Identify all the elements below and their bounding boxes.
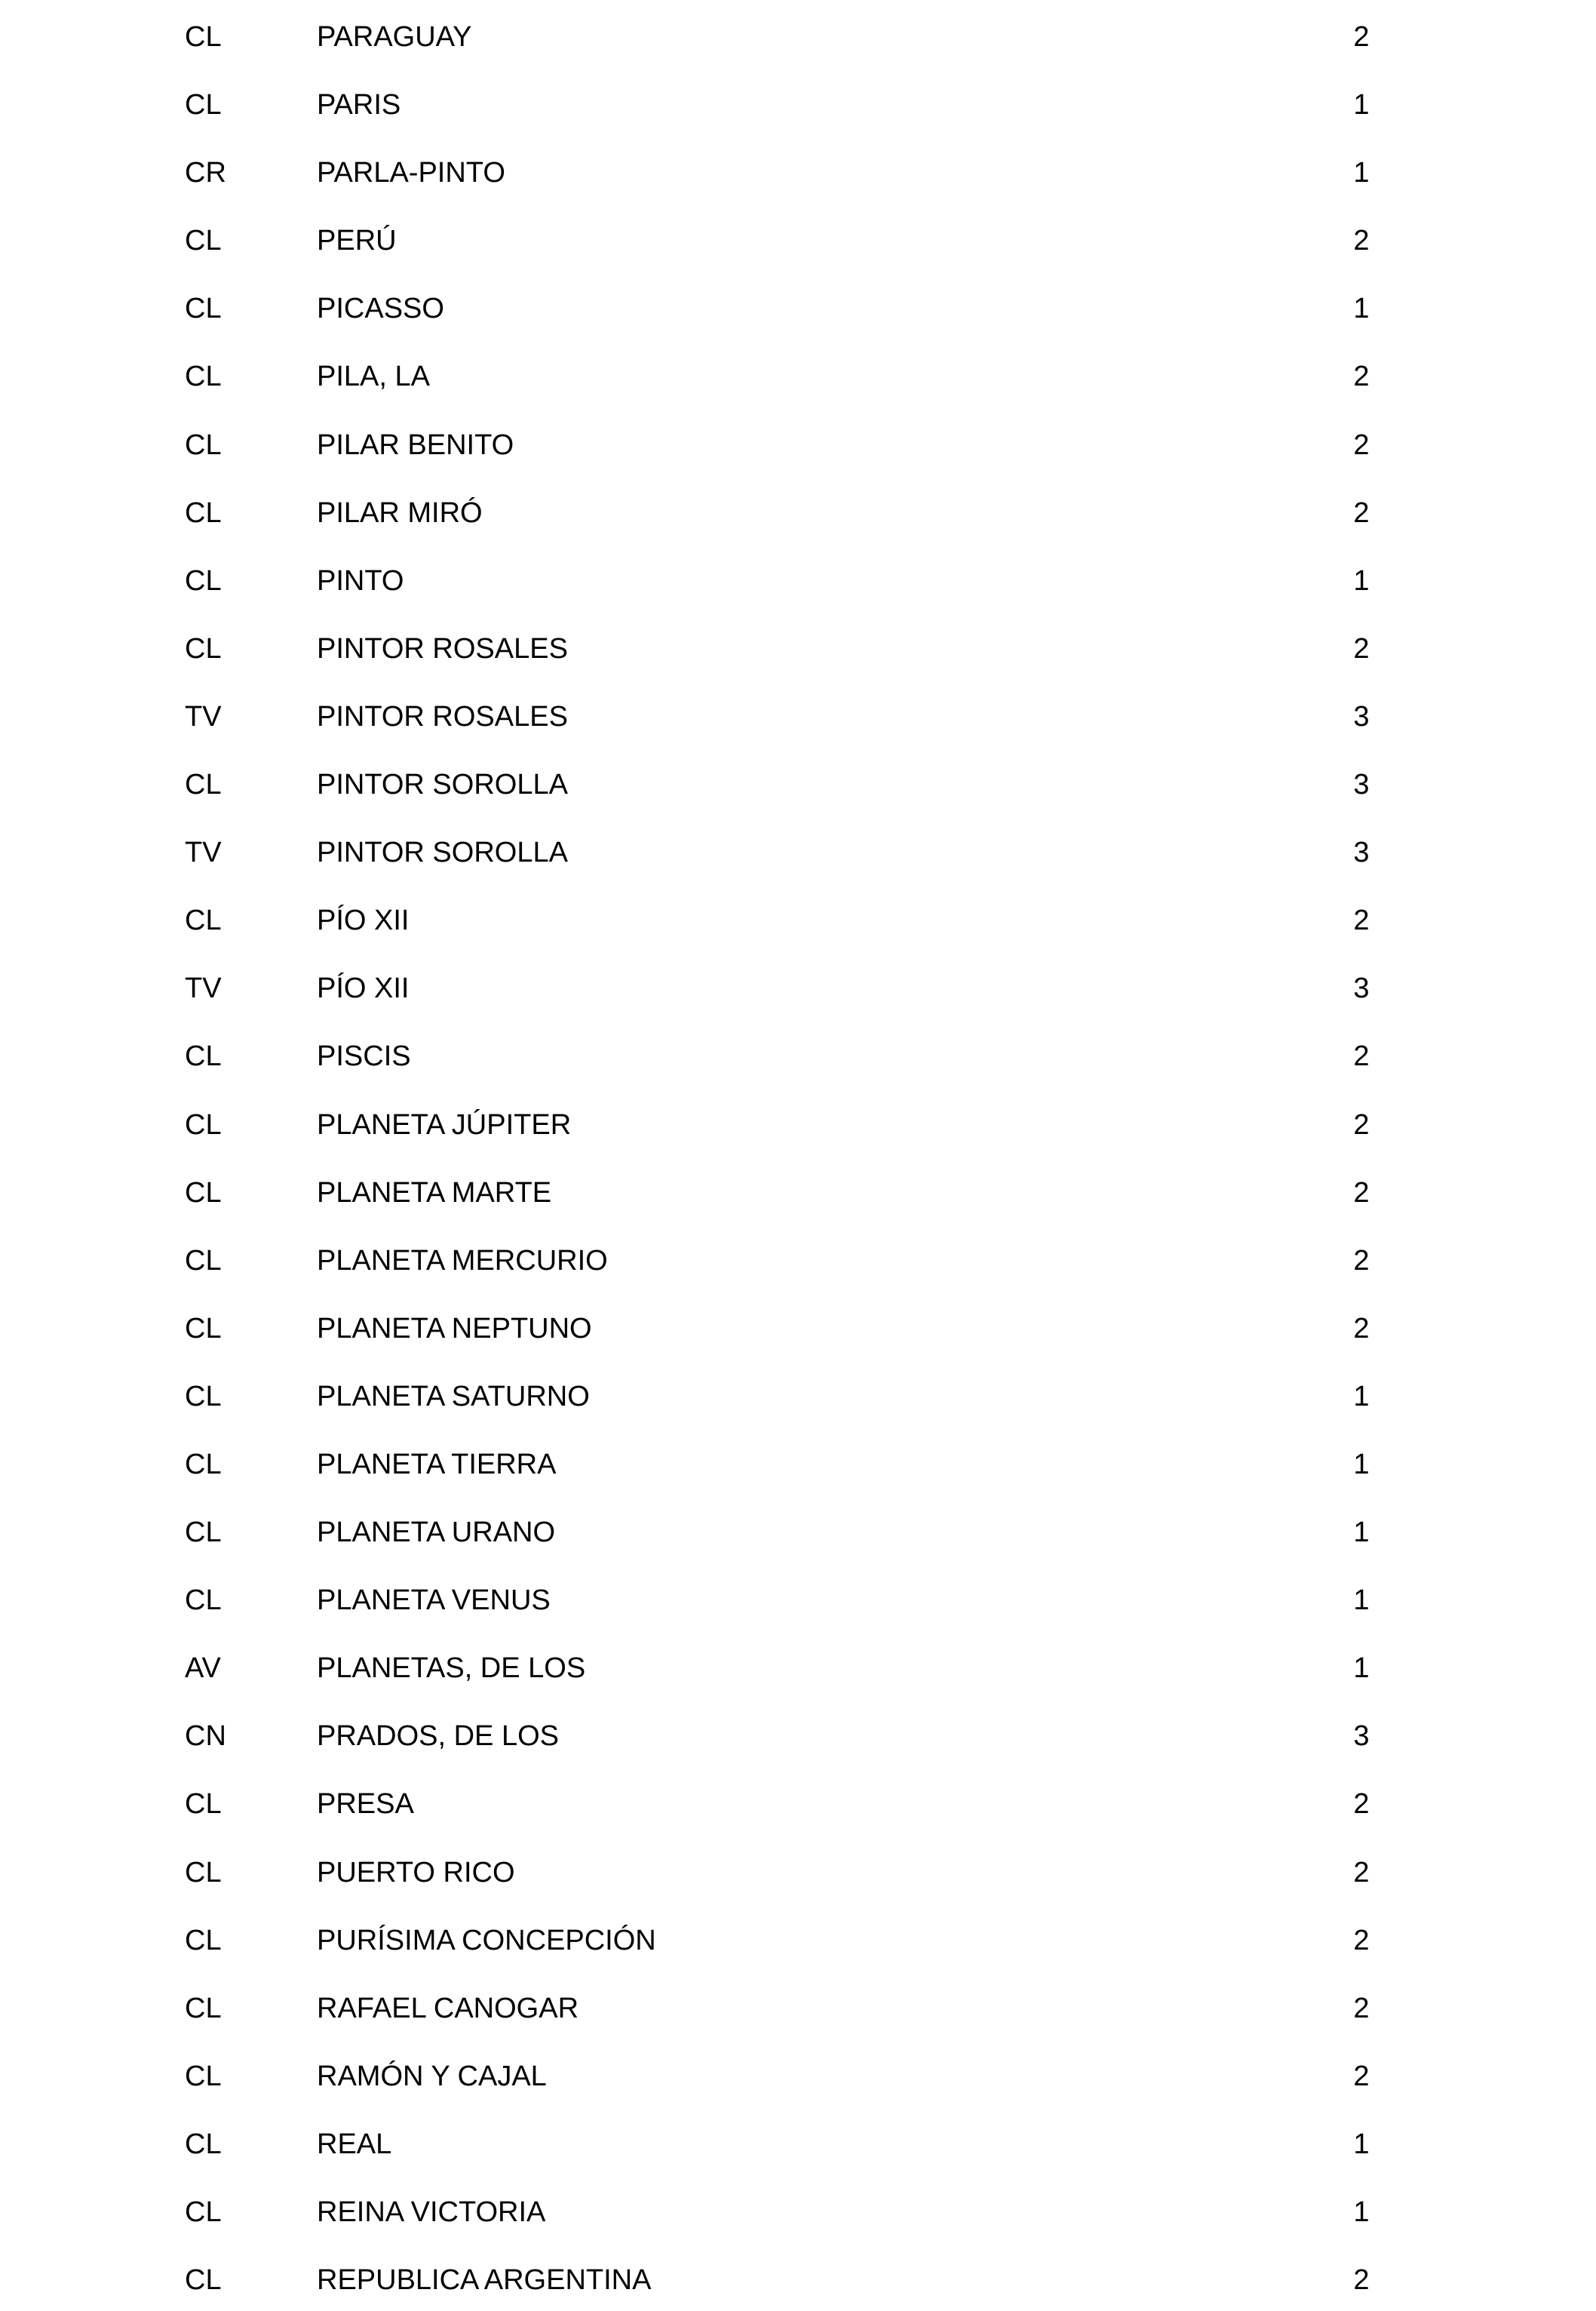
street-type-cell: CL (185, 225, 222, 257)
street-name-cell: PERÚ (317, 225, 397, 257)
zone-number-cell: 3 (1353, 973, 1370, 1005)
street-name-cell: PÍO XII (317, 973, 410, 1005)
zone-number-cell: 2 (1353, 225, 1370, 257)
zone-number-cell: 1 (1353, 1517, 1370, 1549)
street-type-cell: CL (185, 2196, 222, 2228)
table-row (0, 1019, 1596, 1087)
street-name-cell: REINA VICTORIA (317, 2196, 546, 2228)
zone-number-cell: 3 (1353, 769, 1370, 801)
street-type-cell: CL (185, 21, 222, 53)
zone-number-cell: 2 (1353, 1108, 1370, 1141)
zone-number-cell: 2 (1353, 632, 1370, 665)
street-type-cell: CL (185, 2060, 222, 2092)
zone-number-cell: 1 (1353, 157, 1370, 189)
street-type-cell: TV (185, 700, 222, 733)
street-name-cell: PINTOR ROSALES (317, 632, 568, 665)
street-name-cell: REPUBLICA ARGENTINA (317, 2264, 652, 2297)
table-row (0, 1563, 1596, 1631)
street-type-cell: CL (185, 2128, 222, 2160)
table-row (0, 1631, 1596, 1699)
zone-number-cell: 2 (1353, 2264, 1370, 2297)
table-row (0, 544, 1596, 612)
table-row (0, 136, 1596, 204)
zone-number-cell: 2 (1353, 1312, 1370, 1344)
street-name-cell: PILA, LA (317, 361, 430, 393)
zone-number-cell: 1 (1353, 1652, 1370, 1685)
street-name-cell: PARIS (317, 89, 401, 121)
zone-number-cell: 2 (1353, 496, 1370, 529)
zone-number-cell: 2 (1353, 2060, 1370, 2092)
street-type-cell: CL (185, 293, 222, 325)
table-row (0, 272, 1596, 340)
street-type-cell: CL (185, 1992, 222, 2024)
street-type-cell: CL (185, 769, 222, 801)
table-row (0, 1699, 1596, 1767)
table-row (0, 748, 1596, 816)
table-row (0, 1292, 1596, 1360)
table-row (0, 1767, 1596, 1835)
street-name-cell: PLANETAS, DE LOS (317, 1652, 586, 1685)
table-row (0, 1088, 1596, 1156)
table-row (0, 951, 1596, 1019)
street-type-cell: CL (185, 2264, 222, 2297)
zone-number-cell: 1 (1353, 564, 1370, 597)
table-row (0, 476, 1596, 544)
street-name-cell: PISCIS (317, 1040, 411, 1073)
street-type-cell: CL (185, 1176, 222, 1209)
zone-number-cell: 2 (1353, 1992, 1370, 2024)
zone-number-cell: 2 (1353, 1176, 1370, 1209)
street-name-cell: PLANETA TIERRA (317, 1448, 557, 1480)
street-name-cell: PILAR MIRÓ (317, 496, 483, 529)
zone-number-cell: 3 (1353, 700, 1370, 733)
street-type-cell: CL (185, 89, 222, 121)
table-row (0, 1836, 1596, 1904)
table-row (0, 408, 1596, 476)
street-name-cell: PLANETA URANO (317, 1517, 556, 1549)
table-row (0, 204, 1596, 272)
street-type-cell: CL (185, 496, 222, 529)
street-type-cell: CL (185, 1108, 222, 1141)
table-row (0, 612, 1596, 680)
zone-number-cell: 2 (1353, 361, 1370, 393)
street-name-cell: REAL (317, 2128, 392, 2160)
zone-number-cell: 2 (1353, 1788, 1370, 1821)
street-name-cell: PARLA-PINTO (317, 157, 505, 189)
street-type-cell: CL (185, 1788, 222, 1821)
zone-number-cell: 1 (1353, 1380, 1370, 1412)
street-type-cell: CL (185, 632, 222, 665)
table-row (0, 1495, 1596, 1563)
street-type-cell: CL (185, 361, 222, 393)
table-row (0, 1224, 1596, 1292)
street-name-cell: PLANETA NEPTUNO (317, 1312, 592, 1344)
zone-number-cell: 3 (1353, 837, 1370, 869)
table-row (0, 1360, 1596, 1427)
street-name-cell: PRADOS, DE LOS (317, 1720, 559, 1753)
street-type-cell: TV (185, 837, 222, 869)
street-type-cell: CL (185, 1380, 222, 1412)
table-row (0, 2039, 1596, 2107)
table-row (0, 2243, 1596, 2311)
street-name-cell: PLANETA MARTE (317, 1176, 552, 1209)
table-row (0, 884, 1596, 951)
street-name-cell: PINTOR SOROLLA (317, 837, 568, 869)
street-name-cell: PARAGUAY (317, 21, 472, 53)
street-type-cell: CL (185, 1312, 222, 1344)
street-name-cell: PUERTO RICO (317, 1856, 515, 1888)
table-row (0, 2175, 1596, 2243)
zone-number-cell: 1 (1353, 1448, 1370, 1480)
street-name-cell: PLANETA JÚPITER (317, 1108, 572, 1141)
table-row (0, 1156, 1596, 1224)
street-type-cell: AV (185, 1652, 221, 1685)
table-row (0, 2107, 1596, 2175)
zone-number-cell: 1 (1353, 2196, 1370, 2228)
street-type-cell: TV (185, 973, 222, 1005)
zone-number-cell: 2 (1353, 1924, 1370, 1956)
street-type-cell: CL (185, 1040, 222, 1073)
zone-number-cell: 1 (1353, 89, 1370, 121)
table-row (0, 0, 1596, 68)
street-name-cell: PURÍSIMA CONCEPCIÓN (317, 1924, 656, 1956)
street-name-cell: PLANETA MERCURIO (317, 1244, 608, 1277)
street-name-cell: PLANETA SATURNO (317, 1380, 590, 1412)
street-type-cell: CL (185, 1584, 222, 1617)
zone-number-cell: 1 (1353, 1584, 1370, 1617)
street-type-cell: CL (185, 1517, 222, 1549)
street-name-cell: RAMÓN Y CAJAL (317, 2060, 547, 2092)
street-type-cell: CR (185, 157, 226, 189)
street-name-cell: RAFAEL CANOGAR (317, 1992, 579, 2024)
table-row (0, 816, 1596, 884)
street-name-cell: PRESA (317, 1788, 414, 1821)
zone-number-cell: 2 (1353, 1856, 1370, 1888)
street-name-cell: PINTO (317, 564, 404, 597)
street-name-cell: PÍO XII (317, 905, 410, 937)
street-type-cell: CL (185, 1244, 222, 1277)
street-type-cell: CL (185, 1856, 222, 1888)
street-type-cell: CL (185, 905, 222, 937)
street-type-cell: CL (185, 429, 222, 461)
street-type-cell: CN (185, 1720, 226, 1753)
zone-number-cell: 2 (1353, 905, 1370, 937)
street-name-cell: PILAR BENITO (317, 429, 514, 461)
street-type-cell: CL (185, 1448, 222, 1480)
zone-number-cell: 2 (1353, 1244, 1370, 1277)
zone-number-cell: 2 (1353, 1040, 1370, 1073)
street-name-cell: PINTOR SOROLLA (317, 769, 568, 801)
table-row (0, 340, 1596, 407)
street-name-cell: PLANETA VENUS (317, 1584, 551, 1617)
table-row (0, 1904, 1596, 1971)
zone-number-cell: 3 (1353, 1720, 1370, 1753)
table-row (0, 1427, 1596, 1495)
street-type-cell: CL (185, 564, 222, 597)
zone-number-cell: 2 (1353, 429, 1370, 461)
table-row (0, 680, 1596, 748)
street-name-cell: PICASSO (317, 293, 444, 325)
street-type-cell: CL (185, 1924, 222, 1956)
zone-number-cell: 1 (1353, 293, 1370, 325)
zone-number-cell: 2 (1353, 21, 1370, 53)
street-name-cell: PINTOR ROSALES (317, 700, 568, 733)
zone-number-cell: 1 (1353, 2128, 1370, 2160)
table-row (0, 68, 1596, 136)
table-row (0, 1971, 1596, 2039)
